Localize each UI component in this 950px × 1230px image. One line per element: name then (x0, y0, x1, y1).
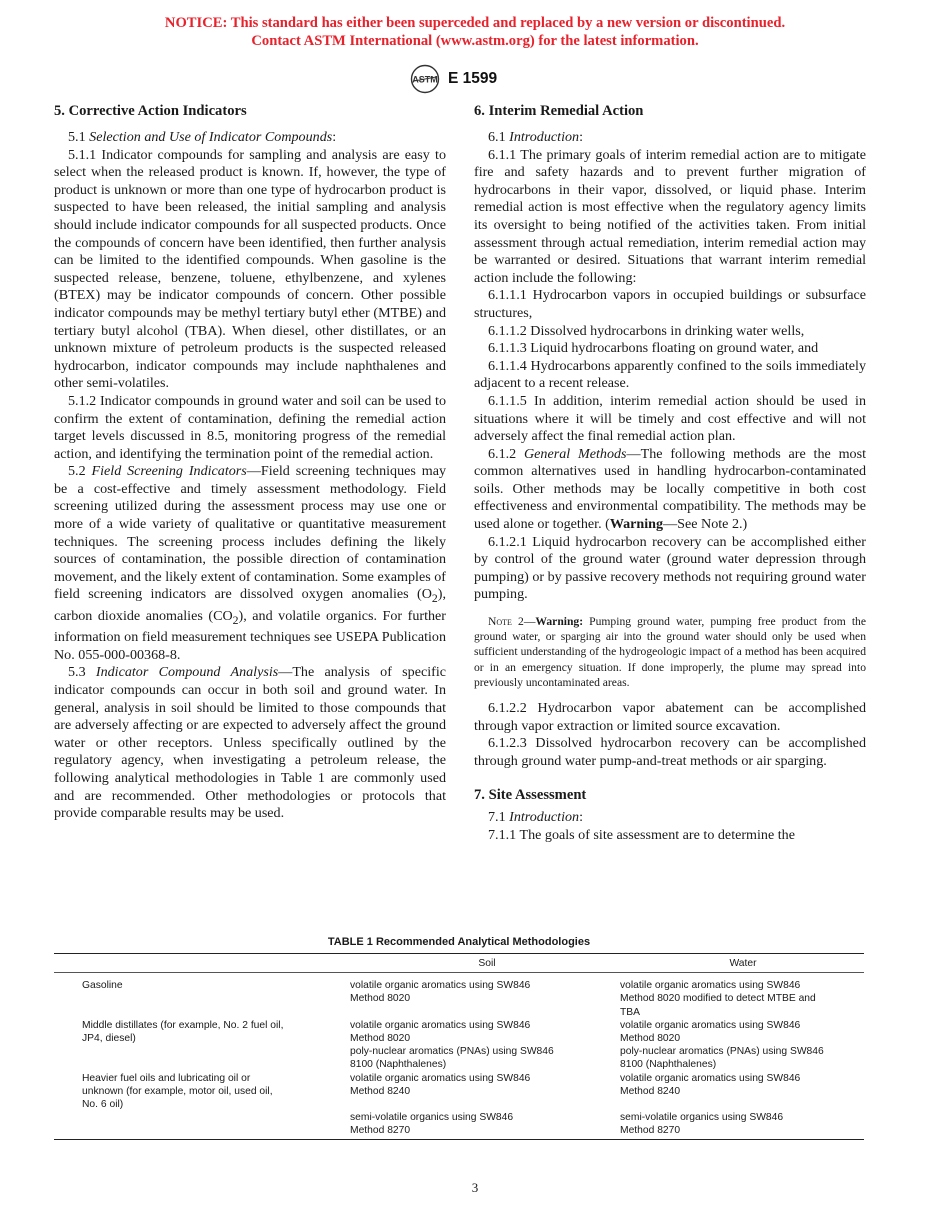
notice-line-2: Contact ASTM International (www.astm.org) for the latest information. (251, 33, 699, 49)
table-row (54, 1045, 864, 1071)
document-header (410, 64, 497, 94)
table-cell-product: Gasoline (82, 980, 123, 992)
right-column (474, 102, 866, 845)
para-5-2: 5.2 Field Screening Indicators—Field screening techniques may be a cost-effective and timely assessment methodology. Field screening utilized during the assessment process may use one or more of a wide variety of qualitative or quantitative measurement techniques. The screening process includes defining the likely sources of contamination, the possible direction of contamination movement, and the likely extent of contamination. Some examples of field screening indicators are dissolved oxygen anomalies $(O_2)$, carbon dioxide anomalies $(CO_2)$, and volatile organics. For further information on field measurement techniques see USEPA Publication No. 055-000-00368-8. (54, 463, 447, 663)
para-5-1-1: 5.1.1 Indicator compounds for sampling and analysis are easy to select when the released product is known. If, however, the type of product is unknown or more than one type of hydrocarbon product is suspected to have been released, the initial sampling and analysis should include indicator compounds for all suspected products. Once the compounds of concern have been identified, then further analysis can be limited to the identified compounds. When gasoline is the suspected release, benzene, toluene, ethylbenzene, and xylenes (BTEX) may be indicator compounds of concern. Other possible indicator compounds may be methyl tertiary butyl ether (MTBE) and tertiary butyl alcohol (TBA). When diesel, other distillates, or an unknown mixture of petroleum products is the suspected released hydrocarbon, indicator compounds may include naphthalenes and other semi-volatiles. (54, 146, 446, 392)
section-5-heading: 5. Corrective Action Indicators (54, 103, 247, 119)
para-6-1-2: 6.1.2 General Methods—The following methods are the most common alternatives used in handling hydrocarbon-contaminated soils. Other methods may be locally competitive in both cost effectiveness and environmental compatibility. The methods may be used alone or together. (Warning—See Note 2.) (474, 445, 866, 533)
para-7-1: 7.1 Introduction: (488, 809, 584, 826)
para-6-1-1-5: 6.1.1.5 In addition, interim remedial action should be used in situations where it will be timely and cost effective and will not adversely affect the final remedial action plan. (474, 392, 866, 445)
table-row (54, 1072, 864, 1112)
para-5-1: 5.1 Selection and Use of Indicator Compounds: (68, 129, 337, 145)
para-6-1-2-1: 6.1.2.1 Liquid hydrocarbon recovery can be accomplished either by control of the ground water (ground water depression through pumping) or by passive recovery methods not requiring ground water pumping. (474, 533, 866, 603)
table-cell-soil: volatile organic aromatics using SW846 Method 8240 (350, 1072, 531, 1097)
table-cell-product: Middle distillates (for example, No. 2 fuel oil, JP4, diesel) (82, 1019, 284, 1045)
para-6-1-2-3: 6.1.2.3 Dissolved hydrocarbon recovery can be accomplished through ground water pump-and-treat methods or air sparging. (474, 735, 866, 769)
table-header-soil: Soil (478, 957, 496, 969)
table-1 (54, 936, 864, 1140)
table-cell-water: semi-volatile organics using SW846 Method 8270 (620, 1112, 784, 1137)
astm-logo-icon (410, 64, 440, 94)
left-column (54, 102, 446, 823)
para-6-1-1-2: 6.1.1.2 Dissolved hydrocarbons in drinking water wells, (488, 322, 805, 339)
table-cell-water: poly-nuclear aromatics (PNAs) using SW846 8100 (Naphthalenes) (620, 1046, 824, 1071)
table-cell-product (54, 1111, 350, 1137)
para-6-1: 6.1 Introduction: (488, 129, 584, 145)
section-7-heading: 7. Site Assessment (474, 787, 587, 804)
para-5-1-2: 5.1.2 Indicator compounds in ground water and soil can be used to confirm the extent of contamination, defining the remedial action target levels discussed in 8.5, monitoring progress of the remedial action, and identifying the termination point of the remedial action. (54, 392, 446, 462)
section-6-heading: 6. Interim Remedial Action (474, 103, 644, 119)
note-2: Note 2—Warning: Pumping ground water, pumping free product from the ground water, or sparging air into the ground water should only be used when sufficient understanding of the hydrogeologic impact of a method has been acquired or in an emergency situation. If done improperly, the plume may spread into previously uncontaminated areas. (474, 615, 866, 689)
table-row (54, 979, 864, 1019)
table-title: TABLE 1 Recommended Analytical Methodologies (327, 936, 591, 948)
table-cell-soil: semi-volatile organics using SW846 Method 8270 (350, 1112, 514, 1137)
table-cell-product: Heavier fuel oils and lubricating oil or unknown (for example, motor oil, used oil, No. 6 oil) (82, 1072, 273, 1111)
logo-text: ASTM (412, 74, 438, 85)
table-cell-soil: poly-nuclear aromatics (PNAs) using SW846 8100 (Naphthalenes) (350, 1046, 554, 1071)
table-header-row (54, 953, 864, 973)
notice-banner (0, 14, 950, 50)
para-6-1-2-2: 6.1.2.2 Hydrocarbon vapor abatement can be accomplished through vapor extraction or limited source excavation. (474, 700, 866, 734)
para-6-1-1: 6.1.1 The primary goals of interim remedial action are to mitigate fire and safety hazards and to prevent further migration of hydrocarbons in their vapor, dissolved, or liquid phase. Interim remedial action is most effective when the regulatory agency limits its oversight to being notified of the activities taken. From initial assessment through actual remediation, interim remedial action may be warranted or desired. Situations that warrant interim remedial action include the following: (474, 146, 866, 286)
notice-line-1: NOTICE: This standard has either been superceded and replaced by a new version or discontinued. (164, 15, 786, 31)
table-cell-product (54, 1045, 350, 1071)
para-6-1-1-1: 6.1.1.1 Hydrocarbon vapors in occupied buildings or subsurface structures, (474, 287, 866, 321)
table-cell-water: volatile organic aromatics using SW846 Method 8020 modified to detect MTBE and TBA (620, 980, 816, 1018)
para-6-1-1-4: 6.1.1.4 Hydrocarbons apparently confined to the soils immediately adjacent to a recent release. (474, 357, 866, 392)
standard-designation: E 1599 (448, 70, 498, 87)
para-6-1-1-3: 6.1.1.3 Liquid hydrocarbons floating on ground water, and (488, 340, 819, 357)
table-header-water: Water (729, 957, 757, 969)
table-cell-soil: volatile organic aromatics using SW846 Method 8020 (350, 1019, 531, 1045)
para-7-1-1: 7.1.1 The goals of site assessment are to determine the (488, 827, 795, 844)
para-5-3: 5.3 Indicator Compound Analysis—The analysis of specific indicator compounds can occur in both soil and ground water. In general, analysis in soil should be limited to those compounds that are adversely affecting or are expected to adversely affect the ground water or other receptors. Unless specifically outlined by the regulatory agency, when investigating a petroleum release, the following analytical methodologies in Table 1 are commonly used and are recommended. Other methodologies or protocols that provide comparable results may be used. (54, 664, 446, 822)
table-cell-water: volatile organic aromatics using SW846 Method 8020 (620, 1019, 801, 1045)
page-number: 3 (471, 1180, 479, 1195)
table-cell-soil: volatile organic aromatics using SW846 Method 8020 (350, 980, 531, 1005)
table-cell-water: volatile organic aromatics using SW846 Method 8240 (620, 1072, 801, 1097)
table-body (54, 973, 864, 1139)
table-row (54, 1019, 864, 1045)
table-row (54, 1111, 864, 1137)
